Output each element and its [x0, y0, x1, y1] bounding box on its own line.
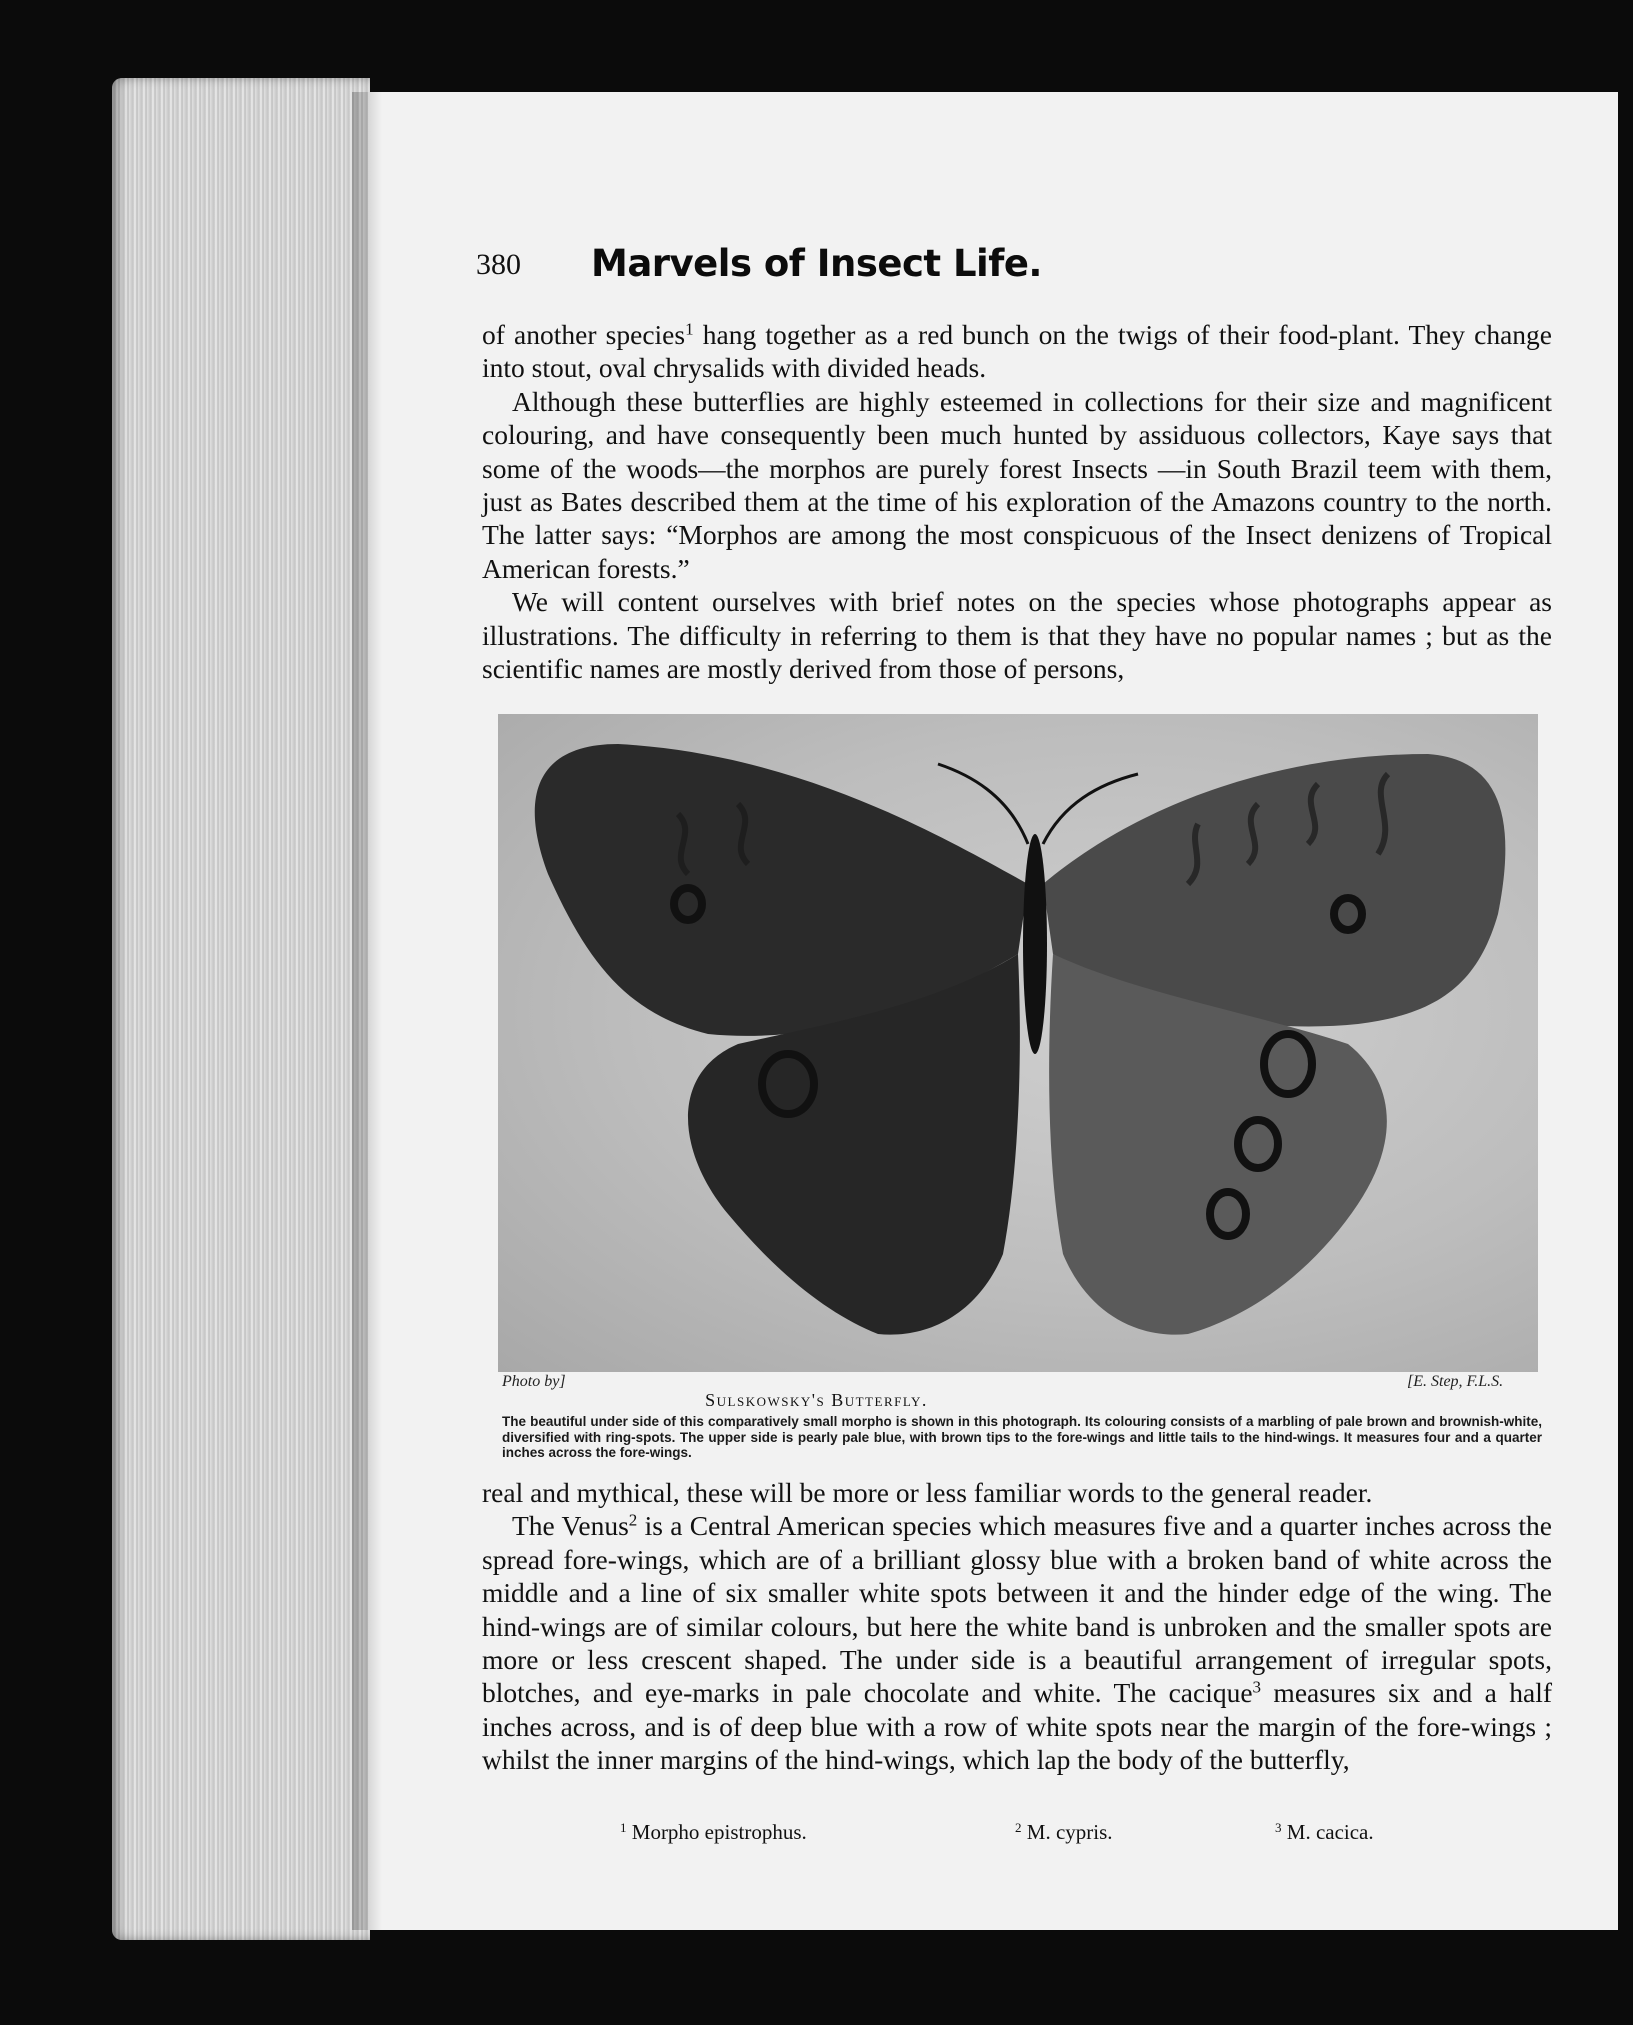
text-run: hang together as a red bunch on the twigs of their food-plant. They change into stout, oval chrysalids with divided heads.	[482, 319, 1553, 384]
footnote	[620, 1820, 807, 1845]
paragraph: We will content ourselves with brief notes on the species whose photographs appear as illustrations. The difficulty in referring to them is that they have no popular names ; but as the scientific names are mostly derived from those of persons,	[482, 586, 1552, 685]
book-fore-edge	[112, 78, 370, 1940]
footnote-mark: 2	[1015, 1819, 1022, 1835]
text-run: of another species	[482, 319, 686, 350]
text-run: is a Central American species which measures five and a quarter inches across the spread fore-wings, which are of a brilliant glossy blue with a broken band of white across the middle and a line of six smaller white spots between it and the hinder edge of the wing. The hind-wings are of similar colours, but here the white band is unbroken and the smaller spots are more or less crescent shaped. The under side is a beautiful arrangement of irregular spots, blotches, and eye-marks in pale chocolate and white. The cacique	[482, 1510, 1552, 1709]
body-text-top	[482, 318, 1552, 685]
paragraph: Although these butterflies are highly esteemed in collections for their size and magnificent colouring, and have consequently been much hunted by assiduous collectors, Kaye says that some of the woods—the morphos are purely forest Insects —in South Brazil teem with them, just as Bates described them at the time of his exploration of the Amazons country to the north. The latter says: “Morphos are among the most conspicuous of the Insect denizens of Tropical American forests.”	[482, 385, 1552, 584]
footnote-mark: 1	[620, 1819, 627, 1835]
butterfly-photograph	[498, 714, 1538, 1372]
footnote-ref: 2	[628, 1511, 638, 1531]
photo-credit: Photo by]	[502, 1373, 566, 1390]
footnote-ref: 1	[685, 319, 694, 339]
paragraph	[482, 1509, 1552, 1776]
footnote-text: M. cypris.	[1026, 1820, 1113, 1844]
paragraph	[482, 318, 1552, 385]
footnote	[1275, 1820, 1374, 1845]
figure-caption-title: Sulskowsky's Butterfly.	[705, 1390, 928, 1410]
footnote-ref: 3	[1252, 1678, 1262, 1698]
text-run: The Venus	[512, 1510, 629, 1542]
footnote-mark: 3	[1275, 1819, 1282, 1835]
footnote	[1015, 1820, 1113, 1845]
footnote-text: Morpho epistrophus.	[631, 1820, 807, 1844]
body-text-bottom	[482, 1476, 1552, 1777]
footnote-text: M. cacica.	[1286, 1820, 1374, 1844]
paragraph: real and mythical, these will be more or less familiar words to the general reader.	[482, 1477, 1373, 1508]
figure-caption-body: The beautiful under side of this comparatively small morpho is shown in this photograph. Its colouring consists of a marbling of pale brown and brownish-white, diversified with ring-spots. The upper side is pearly pale blue, with brown tips to the fore-wings and little tails to the hind-wings. It measures four and a quarter inches across the fore-wings.	[502, 1414, 1542, 1460]
text-run: measures six and a half inches across, and is of deep blue with a row of white spots near the margin of the fore-wings ; whilst the inner margins of the hind-wings, which lap the body of the butterfly,	[482, 1677, 1552, 1776]
page-number: 380	[476, 248, 521, 281]
photographer-credit: [E. Step, F.L.S.	[1407, 1373, 1504, 1390]
butterfly-illustration	[498, 714, 1538, 1372]
running-title: Marvels of Insect Life.	[591, 242, 1042, 285]
page-gutter-shadow	[352, 92, 382, 1930]
